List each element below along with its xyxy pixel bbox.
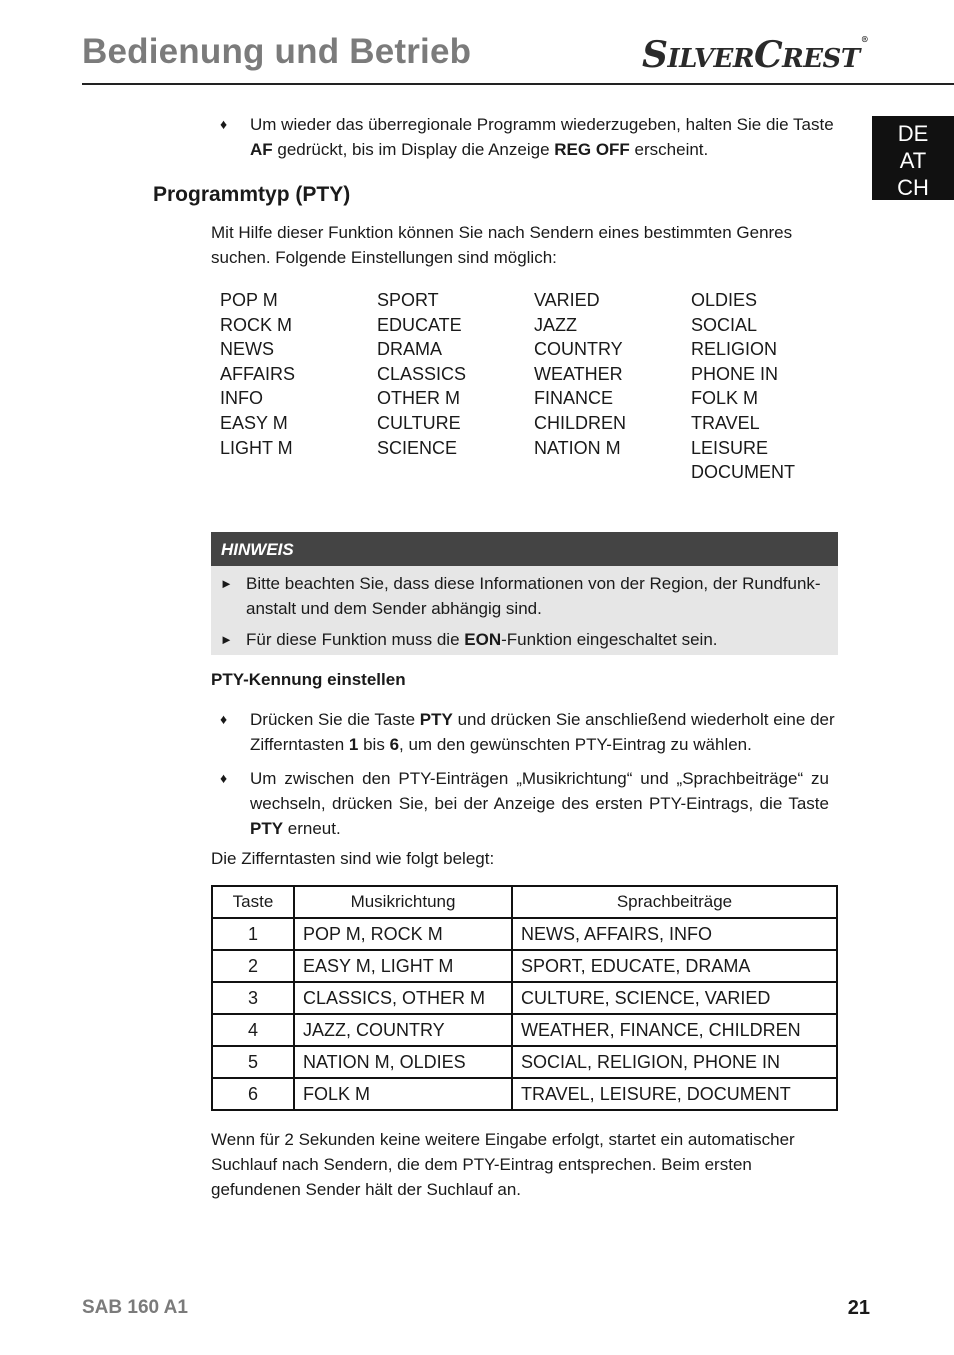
key-assignment-table	[211, 885, 838, 1111]
table-cell: JAZZ, COUNTRY	[294, 1014, 512, 1046]
pty-options-grid	[220, 288, 840, 485]
table-row	[212, 1014, 837, 1046]
intro-bullet	[220, 112, 838, 162]
table-cell: 5	[212, 1046, 294, 1078]
diamond-bullet-icon: ♦	[220, 711, 228, 727]
table-row	[212, 918, 837, 950]
pty-option: POP M	[220, 290, 278, 310]
table-cell: 3	[212, 982, 294, 1014]
pty-column-3	[534, 288, 691, 485]
pty-option: PHONE IN	[691, 363, 779, 384]
pty-option: JAZZ	[534, 314, 577, 335]
pty-column-1	[220, 288, 377, 485]
header-rule	[82, 83, 954, 85]
diamond-bullet-icon: ♦	[220, 770, 228, 786]
table-cell: 4	[212, 1014, 294, 1046]
pty-option: SPORT	[377, 290, 439, 310]
table-header-row	[212, 886, 837, 918]
note-heading: HINWEIS	[211, 532, 838, 566]
note-item-text: Für diese Funktion muss die EON-Funktion eingeschaltet sein.	[246, 630, 718, 649]
pty-column-4	[691, 288, 840, 485]
intro-bullet-text: Um wieder das überregionale Programm wiederzugeben, halten Sie die Taste AF gedrückt, bis im Display die Anzeige REG OFF erscheint.	[250, 115, 834, 159]
instruction-bullet	[220, 766, 829, 841]
language-at: AT	[899, 148, 927, 173]
table-cell: CULTURE, SCIENCE, VARIED	[512, 982, 837, 1014]
footer-model: SAB 160 A1	[82, 1297, 188, 1318]
pty-option: INFO	[220, 388, 263, 409]
pty-option: LIGHT M	[220, 437, 293, 458]
page-title: Bedienung und Betrieb	[82, 32, 472, 71]
table-cell: EASY M, LIGHT M	[294, 950, 512, 982]
pty-option: FINANCE	[534, 388, 614, 409]
pty-option: TRAVEL	[691, 412, 760, 433]
table-row	[212, 982, 837, 1014]
subsection-heading: PTY-Kennung einstellen	[211, 670, 406, 689]
column-header: Sprachbeiträge	[512, 886, 837, 918]
table-intro: Die Zifferntasten sind wie folgt belegt:	[211, 849, 495, 868]
column-header: Taste	[212, 886, 294, 918]
pty-option: COUNTRY	[534, 339, 623, 360]
footer-page-number: 21	[847, 1297, 870, 1319]
table-cell: NATION M, OLDIES	[294, 1046, 512, 1078]
pty-option: CLASSICS	[377, 363, 467, 384]
section-heading: Programmtyp (PTY)	[153, 183, 351, 206]
pty-option: RELIGION	[691, 339, 778, 360]
column-header: Musikrichtung	[294, 886, 512, 918]
table-cell: WEATHER, FINANCE, CHILDREN	[512, 1014, 837, 1046]
pty-option: CHILDREN	[534, 412, 627, 433]
table-cell: 2	[212, 950, 294, 982]
language-ch: CH	[897, 175, 929, 200]
pty-option: EASY M	[220, 412, 288, 433]
table-row	[212, 950, 837, 982]
pty-option: EDUCATE	[377, 314, 462, 335]
pty-option: DOCUMENT	[691, 462, 795, 483]
pty-option: NEWS	[220, 339, 274, 360]
language-de: DE	[897, 121, 929, 146]
brand-logo: SILVERCREST®	[642, 34, 869, 76]
instruction-text: Drücken Sie die Taste PTY und drücken Sie anschließend wiederholt eine der Zifferntasten 1 bis 6, um den gewünschten PTY-Eintrag zu wählen.	[250, 710, 835, 754]
section-description: Mit Hilfe dieser Funktion können Sie nach Sendern eines bestimmten Genres suchen. Folgende Einstellungen sind möglich:	[211, 223, 793, 267]
arrow-bullet-icon: ►	[220, 632, 233, 647]
instruction-bullet	[220, 707, 838, 757]
table-cell: SPORT, EDUCATE, DRAMA	[512, 950, 837, 982]
pty-option: CULTURE	[377, 412, 461, 433]
table-cell: TRAVEL, LEISURE, DOCUMENT	[512, 1078, 837, 1110]
pty-option: LEISURE	[691, 437, 769, 458]
note-item-text: Bitte beachten Sie, dass diese Informationen von der Region, der Rundfunk-anstalt und dem Sender abhängig sind.	[246, 574, 821, 618]
table-cell: 6	[212, 1078, 294, 1110]
table-cell: FOLK M	[294, 1078, 512, 1110]
note-item	[211, 627, 838, 652]
table-cell: SOCIAL, RELIGION, PHONE IN	[512, 1046, 837, 1078]
note-item	[211, 571, 838, 621]
table-cell: CLASSICS, OTHER M	[294, 982, 512, 1014]
arrow-bullet-icon: ►	[220, 576, 233, 591]
note-box	[211, 532, 838, 655]
pty-option: DRAMA	[377, 339, 443, 360]
pty-option: WEATHER	[534, 363, 623, 384]
diamond-bullet-icon: ♦	[220, 116, 228, 132]
pty-option: OLDIES	[691, 290, 758, 310]
table-cell: 1	[212, 918, 294, 950]
table-cell: POP M, ROCK M	[294, 918, 512, 950]
table-row	[212, 1046, 837, 1078]
table-row	[212, 1078, 837, 1110]
pty-option: OTHER M	[377, 388, 460, 409]
pty-option: FOLK M	[691, 388, 759, 409]
pty-column-2	[377, 288, 534, 485]
pty-option: VARIED	[534, 290, 600, 310]
pty-option: NATION M	[534, 437, 621, 458]
table-cell: NEWS, AFFAIRS, INFO	[512, 918, 837, 950]
pty-option: SOCIAL	[691, 314, 758, 335]
language-tab	[872, 116, 954, 200]
instruction-text: Um zwischen den PTY-Einträgen „Musikrichtung“ und „Sprachbeiträge“ zu wechseln, drücken Sie, bei der Anzeige des ersten PTY-Eintrags, die Taste PTY erneut.	[250, 769, 829, 838]
closing-paragraph: Wenn für 2 Sekunden keine weitere Eingabe erfolgt, startet ein automatischer Suchlauf nach Sendern, die dem PTY-Eintrag entsprechen. Beim ersten gefundenen Sender hält der Suchlauf an.	[211, 1130, 795, 1199]
pty-option: AFFAIRS	[220, 363, 296, 384]
pty-option: SCIENCE	[377, 437, 458, 458]
pty-option: ROCK M	[220, 314, 292, 335]
